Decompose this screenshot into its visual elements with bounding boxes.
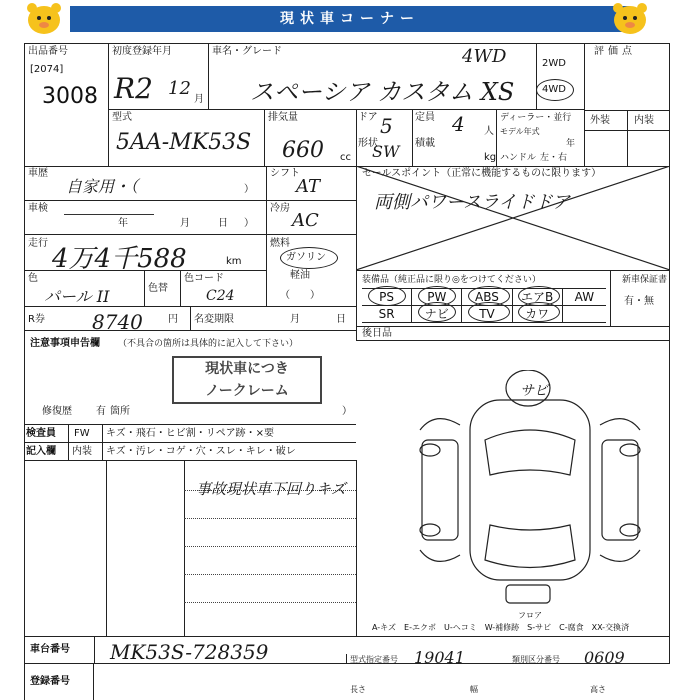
equip-tv: TV: [462, 306, 512, 322]
model-value: 5AA-MK53S: [116, 130, 252, 155]
shape-value: SW: [372, 142, 400, 161]
no-claim-stamp: 現状車につき ノークレーム: [172, 356, 322, 404]
equip-pw: PW: [412, 289, 462, 305]
inspection-strike: [64, 214, 154, 215]
displacement-value: 660: [282, 138, 324, 163]
equip-leather: カワ: [513, 306, 563, 322]
fuel-circle: [280, 247, 338, 269]
first-reg-label: 初度登録年月: [112, 46, 172, 57]
chassis-value: MK53S-728359: [110, 640, 269, 664]
doors-value: 5: [380, 114, 393, 138]
color-value: パール II: [44, 287, 110, 306]
lot-label: 出品番号: [28, 46, 68, 57]
first-reg-value: R2: [114, 72, 153, 105]
equip-airbag: エアB: [513, 289, 563, 305]
sales-point-label: セールスポイント（正常に機能するものに限ります）: [362, 168, 602, 179]
shift-value: AT: [296, 176, 321, 197]
sales-point-cross: [356, 166, 670, 270]
page-title: 現状車コーナー: [70, 6, 630, 32]
eval-label: 評価点: [594, 46, 636, 57]
lot-number: 3008: [42, 84, 98, 109]
class-no-value: 0609: [584, 648, 625, 667]
type-cert-value: 19041: [414, 648, 465, 667]
mascot-logo-right: [608, 2, 652, 36]
lot-code: [2074]: [30, 64, 64, 75]
rken-value: 8740: [92, 310, 143, 334]
aircon-value: AC: [292, 210, 319, 231]
history-value: 自家用・（: [66, 177, 139, 196]
car-name-value: スペーシア カスタム XS: [250, 78, 515, 106]
equip-sr: SR: [362, 306, 412, 322]
first-reg-month: 12: [168, 78, 191, 99]
damage-legend: A-キズ E-エクボ U-ヘコミ W-補修跡 S-サビ C-腐食 XX-交換済: [372, 623, 630, 632]
capacity-value: 4: [452, 112, 465, 136]
remarks-text: 事故現状車下回りキズ: [196, 480, 346, 498]
equip-aw: AW: [574, 290, 595, 304]
equip-navi: ナビ: [412, 306, 462, 322]
drive-value: 4WD: [462, 46, 507, 67]
car-name-label: 車名・グレード: [212, 46, 282, 57]
equip-ps: PS: [362, 289, 412, 305]
sales-point-value: 両側パワースライドドア: [374, 192, 571, 213]
damage-stamp: サビ: [520, 383, 548, 399]
car-damage-diagram: [400, 370, 660, 610]
color-code: C24: [206, 288, 235, 304]
mileage-value: 4万4千588: [52, 244, 187, 274]
mascot-logo-left: [22, 2, 66, 36]
drive-circle: [536, 79, 574, 101]
model-label: 型式: [112, 112, 132, 123]
drive-4wd: 4WD: [542, 84, 566, 95]
equip-abs: ABS: [462, 289, 512, 305]
drive-2wd: 2WD: [542, 58, 566, 69]
